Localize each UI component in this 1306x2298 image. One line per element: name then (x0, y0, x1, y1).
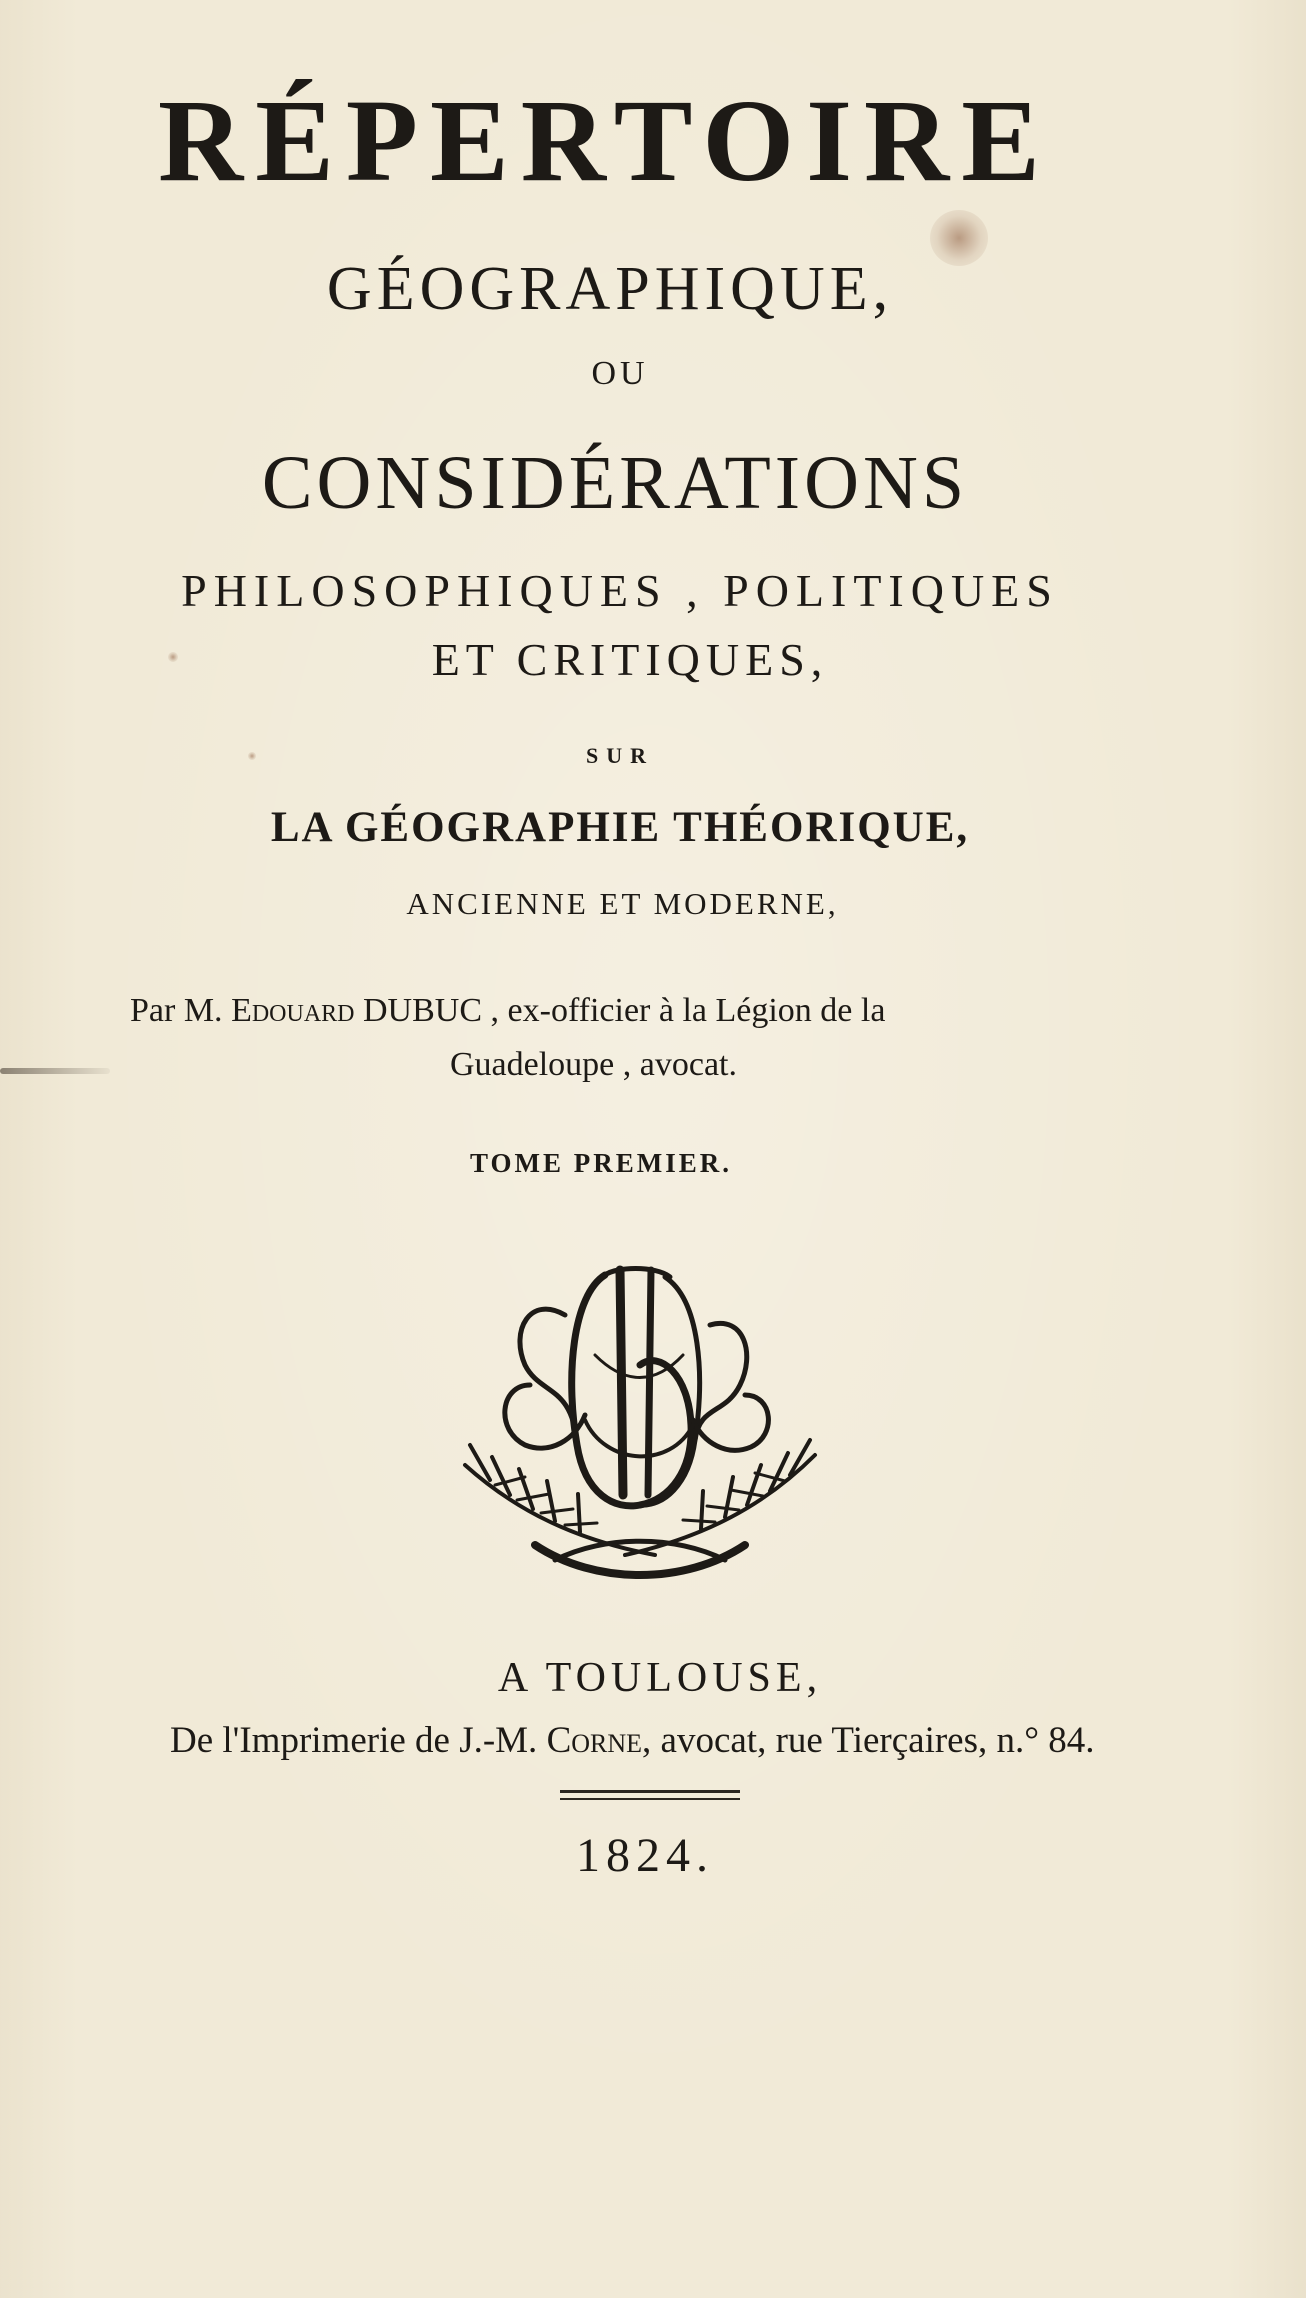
author-description: , ex-officier à la Légion de la (490, 992, 886, 1029)
imprint-printer (170, 1722, 1140, 1759)
title-conjunction: OU (591, 355, 649, 392)
subject-qualifier: ANCIENNE ET MODERNE, (406, 886, 839, 921)
paper-scuff (0, 1068, 110, 1074)
author-line (130, 994, 1120, 1028)
title-subtitle: GÉOGRAPHIQUE, (326, 255, 894, 323)
double-rule-bottom (560, 1798, 740, 1800)
author-par: Par M. (130, 992, 223, 1029)
printer-name: Corne (546, 1720, 643, 1761)
qualifiers-line-1: PHILOSOPHIQUES , POLITIQUES (181, 565, 1059, 616)
imprint-place: A TOULOUSE, (497, 1655, 823, 1701)
printer-suffix: , avocat, rue Tierçaires, n.° 84. (642, 1720, 1095, 1761)
author-first-name: Edouard (231, 992, 355, 1029)
preposition: SUR (585, 743, 654, 768)
author-description-line-2: Guadeloupe , avocat. (450, 1046, 737, 1083)
author-surname: DUBUC (363, 992, 483, 1029)
main-title: RÉPERTOIRE (158, 75, 1052, 206)
subject-line: LA GÉOGRAPHIE THÉORIQUE, (270, 804, 970, 851)
alternate-title: CONSIDÉRATIONS (261, 441, 969, 525)
monogram-ornament (455, 1255, 825, 1595)
double-rule-top (560, 1790, 740, 1793)
volume-label: TOME PREMIER. (470, 1148, 733, 1178)
foxing-spot (248, 752, 256, 760)
publication-year: 1824. (576, 1829, 714, 1882)
foxing-spot (168, 652, 178, 662)
printer-prefix: De l'Imprimerie de J.-M. (170, 1720, 538, 1761)
qualifiers-line-2: ET CRITIQUES, (431, 634, 829, 685)
